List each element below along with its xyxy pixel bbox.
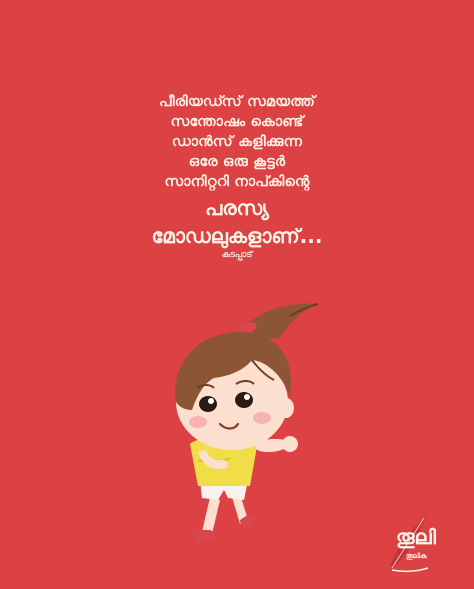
credit-text: കടപ്പാട് (221, 250, 253, 260)
quote-text (0, 92, 474, 250)
logo-wordmark: തൂലി (396, 525, 436, 549)
ear (278, 398, 294, 418)
left-cheek (189, 416, 207, 428)
logo-subtext: തൂലിക (406, 552, 427, 560)
quote-line-5: സാനിറ്ററി നാപ്കിന്റെ (164, 174, 310, 190)
quote-line-6: പരസ്യ (205, 196, 269, 220)
left-eye (199, 396, 217, 412)
brand-logo (382, 510, 454, 576)
left-shoe (194, 530, 215, 542)
quote-line-3: ഡാൻസ് കളിക്കുന്ന (171, 134, 303, 150)
right-cheek (253, 412, 271, 424)
left-leg (202, 497, 220, 534)
dancing-girl-illustration (140, 292, 330, 562)
right-eye (235, 392, 253, 408)
quote-line-1: പീരിയഡ്സ് സമയത്ത് (158, 94, 316, 110)
quote-line-7: മോഡലുകളാണ്... (151, 224, 323, 248)
quote-line-2: സന്തോഷം കൊണ്ട് (170, 114, 304, 130)
quote-line-4: ഒരേ ഒരു കൂട്ടർ (188, 154, 286, 170)
